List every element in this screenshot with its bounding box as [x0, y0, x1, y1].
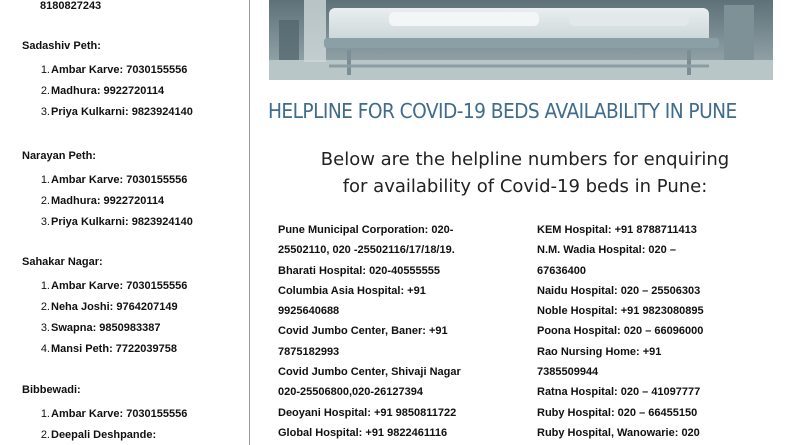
page-heading: HELPLINE FOR COVID-19 BEDS AVAILABILITY IN PUNE [268, 99, 737, 123]
section-title: Narayan Peth: [22, 150, 96, 162]
helpline-line: Columbia Asia Hospital: +91 [278, 284, 426, 297]
section-sahakar-nagar [22, 256, 187, 360]
helpline-line: Covid Jumbo Center, Shivaji Nagar [278, 366, 461, 379]
top-number: 8180827243 [40, 0, 102, 12]
helpline-line: 020-25506800,020-26127394 [278, 386, 423, 399]
right-panel [250, 0, 800, 445]
helpline-line: Pune Municipal Corporation: 020- [278, 224, 454, 236]
list-item: 1.Ambar Karve: 7030155556 [40, 408, 188, 420]
helpline-line: Rao Nursing Home: +91 [537, 345, 662, 358]
section-title: Sahakar Nagar: [22, 256, 103, 268]
helpline-line: 25502110, 020 -25502116/17/18/19. [278, 244, 455, 257]
section-title: Sadashiv Peth: [22, 40, 101, 52]
helpline-line: Ruby Hospital, Wanowarie: 020 [537, 426, 700, 439]
list-item: 1.Ambar Karve: 7030155556 [40, 174, 188, 186]
helpline-line: N.M. Wadia Hospital: 020 – [537, 244, 676, 257]
section-sadashiv-peth [22, 40, 193, 123]
helpline-line: 67636400 [537, 264, 586, 277]
helpline-line: 7385509944 [537, 366, 599, 379]
section-bibbewadi [22, 384, 187, 445]
list-item: 2.Neha Joshi: 9764207149 [40, 301, 178, 313]
section-narayan-peth [22, 150, 193, 233]
intro-text: Below are the helpline numbers for enquiring for availability of Covid-19 beds in Pune: [320, 149, 730, 197]
helpline-line: Global Hospital: +91 9822461116 [278, 426, 448, 439]
helpline-line: Ruby Hospital: 020 – 66455150 [537, 406, 698, 419]
list-item: 1.Ambar Karve: 7030155556 [40, 280, 188, 292]
helpline-line: Naidu Hospital: 020 – 25506303 [537, 284, 701, 297]
helpline-line: Covid Jumbo Center, Baner: +91 [278, 325, 448, 338]
helpline-line: Poona Hospital: 020 – 66096000 [537, 325, 704, 338]
list-item: 1.Ambar Karve: 7030155556 [40, 64, 188, 76]
list-item: 4.Mansi Peth: 7722039758 [40, 343, 177, 355]
helpline-line: Ratna Hospital: 020 – 41097777 [537, 386, 701, 399]
hospital-bed-image [269, 0, 773, 80]
helpline-line: KEM Hospital: +91 8788711413 [537, 224, 697, 236]
helpline-line: Noble Hospital: +91 9823080895 [537, 305, 704, 318]
list-item: 2.Madhura: 9922720114 [40, 85, 165, 97]
helpline-line: 9925640688 [278, 305, 340, 318]
helpline-column-right [537, 220, 737, 443]
list-item: 2.Deepali Deshpande: [40, 429, 157, 441]
list-item: 3.Priya Kulkarni: 9823924140 [40, 106, 193, 118]
left-panel [0, 0, 250, 445]
list-item: 3.Priya Kulkarni: 9823924140 [40, 216, 193, 228]
helpline-column-left [278, 220, 498, 443]
list-item: 2.Madhura: 9922720114 [40, 195, 165, 207]
helpline-line: Deoyani Hospital: +91 9850811722 [278, 406, 457, 419]
section-title: Bibbewadi: [22, 384, 81, 396]
list-item: 3.Swapna: 9850983387 [40, 322, 161, 334]
helpline-line: 7875182993 [278, 345, 340, 358]
helpline-line: Bharati Hospital: 020-40555555 [278, 264, 441, 277]
